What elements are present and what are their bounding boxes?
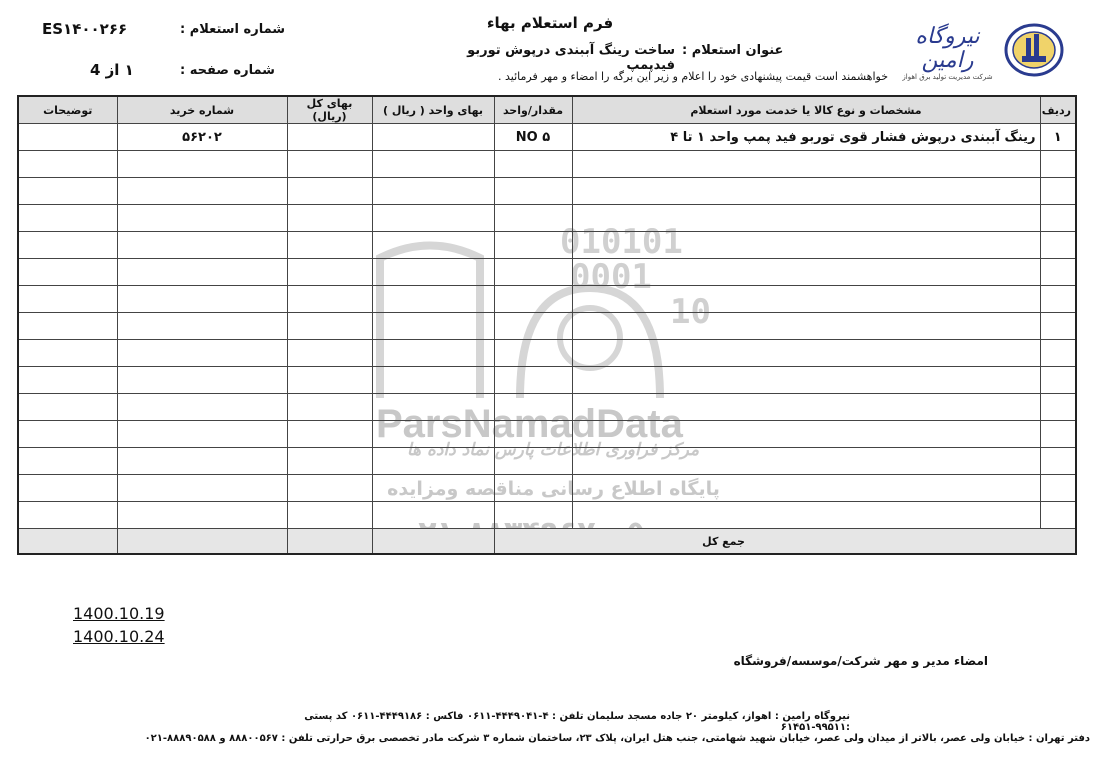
cell-description — [572, 205, 1040, 232]
total-purchase-cell — [117, 529, 287, 555]
cell-notes — [18, 421, 117, 448]
watermark-brand: ParsNamadData — [376, 402, 683, 446]
page-number-value: ۱ از 4 — [90, 61, 134, 79]
cell-row-number — [1040, 313, 1076, 340]
inquiry-number-value: ES۱۴۰۰۲۶۶ — [42, 20, 128, 38]
cell-total-price — [287, 448, 372, 475]
total-notes-cell — [18, 529, 117, 555]
cell-row-number — [1040, 475, 1076, 502]
signature-label: امضاء مدیر و مهر شرکت/موسسه/فروشگاه — [733, 654, 988, 668]
table-row — [18, 124, 1076, 151]
cell-row-number — [1040, 259, 1076, 286]
table-row — [18, 340, 1076, 367]
svg-text:0001: 0001 — [570, 257, 652, 297]
cell-notes — [18, 502, 117, 529]
cell-description — [572, 475, 1040, 502]
cell-description — [572, 286, 1040, 313]
svg-text:10: 10 — [670, 292, 711, 332]
cell-notes — [18, 367, 117, 394]
cell-quantity — [494, 232, 572, 259]
cell-total-price — [287, 232, 372, 259]
cell-unit-price — [372, 421, 494, 448]
table-row — [18, 421, 1076, 448]
cell-quantity — [494, 205, 572, 232]
request-text: خواهشمند است قیمت پیشنهادی خود را اعلام و زیر این برگه را امضاء و مهر فرمائید . — [497, 70, 888, 83]
cell-row-number — [1040, 421, 1076, 448]
cell-unit-price — [372, 448, 494, 475]
col-unit-price: بهای واحد ( ریال ) — [372, 96, 494, 124]
total-row — [18, 529, 1076, 555]
cell-notes — [18, 286, 117, 313]
cell-notes — [18, 394, 117, 421]
cell-unit-price — [372, 286, 494, 313]
cell-description — [572, 367, 1040, 394]
col-row-number: ردیف — [1040, 96, 1076, 124]
table-row — [18, 259, 1076, 286]
table-row — [18, 178, 1076, 205]
cell-purchase-number — [117, 205, 287, 232]
cell-quantity — [494, 502, 572, 529]
cell-unit-price — [372, 475, 494, 502]
cell-unit-price — [372, 340, 494, 367]
cell-notes — [18, 205, 117, 232]
total-label: جمع کل — [494, 529, 1076, 555]
cell-row-number — [1040, 178, 1076, 205]
cell-description — [572, 340, 1040, 367]
cell-unit-price — [372, 367, 494, 394]
cell-row-number — [1040, 394, 1076, 421]
cell-unit-price — [372, 205, 494, 232]
table-row — [18, 367, 1076, 394]
cell-total-price — [287, 286, 372, 313]
cell-purchase-number — [117, 367, 287, 394]
cell-unit-price — [372, 178, 494, 205]
cell-total-price — [287, 205, 372, 232]
cell-unit-price — [372, 151, 494, 178]
page-number-label: شماره صفحه : — [180, 63, 275, 78]
cell-total-price — [287, 259, 372, 286]
cell-row-number — [1040, 367, 1076, 394]
date-1: 1400.10.19 — [73, 604, 165, 623]
watermark-line2: مرکز فراوری اطلاعات پارس نماد داده ها — [406, 440, 700, 460]
cell-purchase-number — [117, 502, 287, 529]
col-purchase-number: شماره خرید — [117, 96, 287, 124]
cell-notes — [18, 448, 117, 475]
col-quantity: مقدار/واحد — [494, 96, 572, 124]
cell-purchase-number — [117, 259, 287, 286]
cell-notes — [18, 124, 117, 151]
cell-description — [572, 448, 1040, 475]
footer-line-1: نیروگاه رامین : اهواز، کیلومتر ۲۰ جاده مسجد سلیمان تلفن : ۴-۴۴۴۹۰۴۱-۰۶۱۱ فاکس : ۴۴۴۹۱۸۶-۰۶۱۱ کد پستی :۹۹۵۱۱-۶۱۴۵۱ — [304, 711, 850, 733]
cell-notes — [18, 259, 117, 286]
cell-row-number — [1040, 286, 1076, 313]
cell-quantity — [494, 151, 572, 178]
cell-notes — [18, 232, 117, 259]
cell-row-number: ۱ — [1040, 124, 1076, 151]
form-title: فرم استعلام بهاء — [486, 14, 614, 32]
cell-total-price — [287, 502, 372, 529]
cell-unit-price — [372, 124, 494, 151]
cell-description — [572, 232, 1040, 259]
cell-purchase-number — [117, 286, 287, 313]
items-table — [17, 95, 1077, 555]
table-row — [18, 151, 1076, 178]
cell-total-price — [287, 394, 372, 421]
date-2: 1400.10.24 — [73, 627, 165, 646]
svg-text:010101: 010101 — [560, 228, 683, 262]
cell-row-number — [1040, 205, 1076, 232]
table-header-row — [18, 96, 1076, 124]
cell-unit-price — [372, 232, 494, 259]
cell-row-number — [1040, 502, 1076, 529]
cell-quantity — [494, 286, 572, 313]
cell-total-price — [287, 340, 372, 367]
cell-purchase-number — [117, 151, 287, 178]
cell-purchase-number — [117, 421, 287, 448]
brand-block — [895, 25, 1000, 81]
cell-total-price — [287, 421, 372, 448]
power-plant-logo-icon — [1000, 22, 1066, 77]
cell-row-number — [1040, 232, 1076, 259]
cell-quantity — [494, 367, 572, 394]
cell-quantity — [494, 178, 572, 205]
cell-total-price — [287, 313, 372, 340]
table-row — [18, 205, 1076, 232]
cell-total-price — [287, 475, 372, 502]
brand-subtitle: شرکت مدیریت تولید برق اهواز — [902, 73, 993, 81]
cell-quantity — [494, 448, 572, 475]
table-row — [18, 286, 1076, 313]
cell-purchase-number — [117, 448, 287, 475]
cell-unit-price — [372, 313, 494, 340]
cell-purchase-number — [117, 340, 287, 367]
cell-quantity — [494, 394, 572, 421]
cell-unit-price — [372, 502, 494, 529]
cell-description — [572, 421, 1040, 448]
cell-description — [572, 151, 1040, 178]
cell-notes — [18, 151, 117, 178]
cell-description — [572, 313, 1040, 340]
cell-description — [572, 394, 1040, 421]
col-notes: توضیحات — [18, 96, 117, 124]
cell-notes — [18, 340, 117, 367]
cell-row-number — [1040, 340, 1076, 367]
col-description: مشخصات و نوع کالا یا خدمت مورد استعلام — [572, 96, 1040, 124]
cell-total-price — [287, 178, 372, 205]
table-row — [18, 448, 1076, 475]
cell-unit-price — [372, 394, 494, 421]
footer-line-2: دفتر تهران : خیابان ولی عصر، بالاتر از میدان ولی عصر، خیابان شهید شهامتی، جنب هتل ایران، پلاک ۲۳، ساختمان شماره ۳ شرکت مادر تخصصی برق حرارتی تلفن : ۸۸۸۰۰۵۶۷ و ۸۸۸۹۰۵۸۸-۰۲۱ — [144, 733, 1090, 744]
total-sum-cell — [287, 529, 372, 555]
cell-notes — [18, 178, 117, 205]
cell-description — [572, 178, 1040, 205]
cell-notes — [18, 475, 117, 502]
cell-total-price — [287, 367, 372, 394]
table-row — [18, 232, 1076, 259]
total-unit-cell — [372, 529, 494, 555]
cell-quantity: NO ۵ — [494, 124, 572, 151]
brand-name: نیروگاه رامین — [915, 24, 980, 73]
watermark-line3: پایگاه اطلاع رسانی مناقصه ومزایده — [387, 478, 720, 500]
cell-row-number — [1040, 448, 1076, 475]
cell-quantity — [494, 259, 572, 286]
inquiry-number-label: شماره استعلام : — [180, 22, 286, 37]
table-row — [18, 313, 1076, 340]
cell-purchase-number — [117, 232, 287, 259]
cell-purchase-number: ۵۶۲۰۲ — [117, 124, 287, 151]
col-total-price: بهای کل (ریال) — [287, 96, 372, 124]
cell-purchase-number — [117, 394, 287, 421]
cell-purchase-number — [117, 178, 287, 205]
cell-description — [572, 502, 1040, 529]
table-row — [18, 394, 1076, 421]
subject-label: عنوان استعلام : — [682, 43, 784, 58]
table-row — [18, 502, 1076, 529]
cell-description: رینگ آببندی درپوش فشار قوی توربو فید پمپ واحد ۱ تا ۴ — [572, 124, 1040, 151]
table-row — [18, 475, 1076, 502]
cell-row-number — [1040, 151, 1076, 178]
cell-total-price — [287, 124, 372, 151]
cell-quantity — [494, 340, 572, 367]
cell-description — [572, 259, 1040, 286]
cell-quantity — [494, 313, 572, 340]
cell-quantity — [494, 475, 572, 502]
cell-purchase-number — [117, 313, 287, 340]
cell-notes — [18, 313, 117, 340]
subject-value: ساخت رینگ آببندی درپوش توربو فیدپمپ — [467, 43, 675, 73]
cell-total-price — [287, 151, 372, 178]
cell-quantity — [494, 421, 572, 448]
cell-purchase-number — [117, 475, 287, 502]
cell-unit-price — [372, 259, 494, 286]
